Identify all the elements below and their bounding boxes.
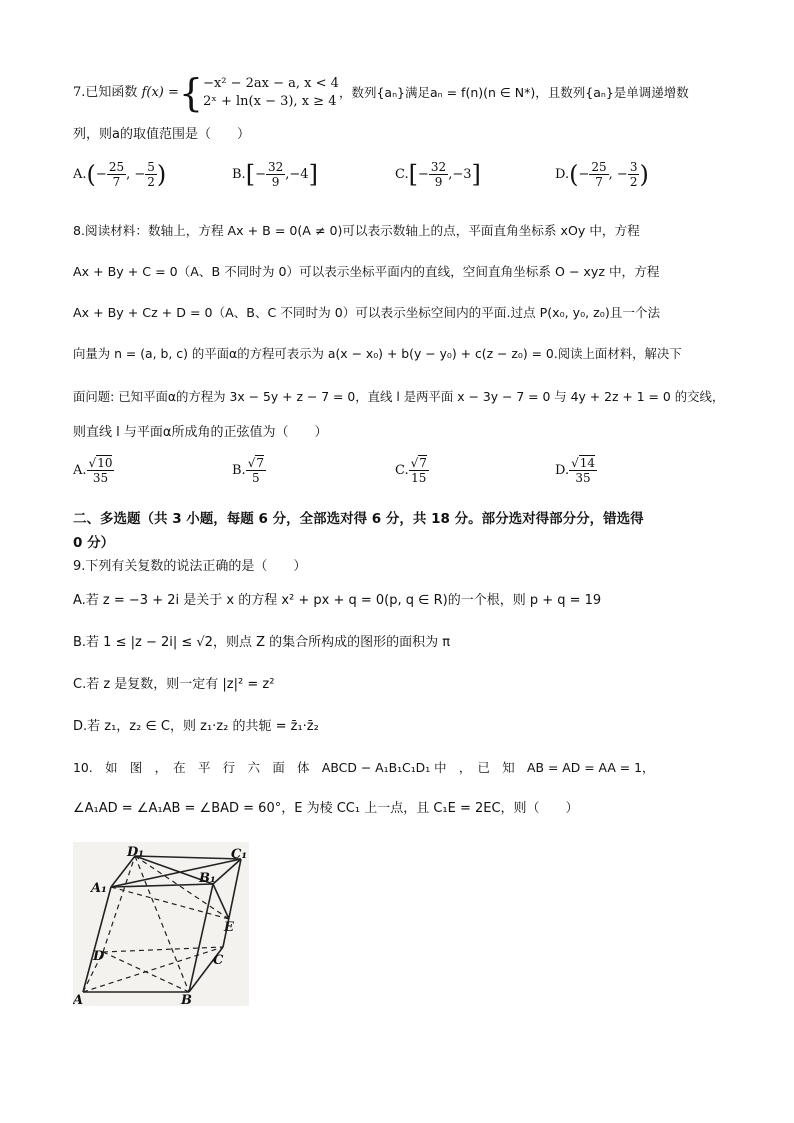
q7-b-frac1: $\frac{32}{9}$	[267, 160, 284, 189]
q7-lead: 已知函数	[85, 85, 138, 100]
label-a1: A₁	[91, 881, 107, 896]
q8-line6: 则直线 l 与平面α所成角的正弦值为（ ）	[73, 425, 328, 440]
q7-line1	[73, 71, 689, 115]
label-e: E	[224, 920, 234, 935]
q9-option-b[interactable]: B.若 1 ≤ |z − 2i| ≤ √2，则点 Z 的集合所构成的图形的面积为 π	[73, 635, 451, 650]
q10-line2: ∠A₁AD = ∠A₁AB = ∠BAD = 60°，E 为棱 CC₁ 上一点，且 C₁E = 2EC，则（ ）	[73, 801, 579, 816]
parallelepiped-figure	[73, 842, 249, 1006]
q7-brace: {	[178, 71, 204, 115]
q9-stem: 9.下列有关复数的说法正确的是（ ）	[73, 559, 307, 574]
q7-case1: −x² − 2ax − a, x < 4	[203, 76, 339, 91]
q7-d-frac1: $\frac{25}{7}$	[591, 160, 607, 189]
q7-option-d[interactable]: D.(− $\frac{25}{7}$ , − $\frac{3}{2}$ )	[555, 160, 649, 189]
q7-mid: ，数列{aₙ}满足aₙ = f(n)(n ∈ N*)，且数列{aₙ}是单调递增数	[338, 85, 689, 100]
q8-option-d[interactable]: D. $\frac{√14}{35}$	[555, 456, 596, 485]
label-c1: C₁	[231, 847, 248, 862]
q7-c-frac1: $\frac{32}{9}$	[430, 160, 447, 189]
q7-cases	[203, 75, 339, 111]
label-d1: D₁	[127, 845, 144, 860]
parallelepiped-diagram	[73, 842, 249, 1006]
q7-case2: 2ˣ + ln(x − 3), x ≥ 4	[203, 94, 337, 109]
q7-line2: 列，则a的取值范围是（ ）	[73, 127, 250, 142]
section2-heading: 二、多选题（共 3 小题，每题 6 分，全部选对得 6 分，共 18 分。部分选对得部分分，错选得	[73, 511, 644, 527]
label-a: A	[73, 993, 84, 1006]
q7-a-frac2: $\frac{5}{2}$	[147, 160, 155, 189]
q7-option-b[interactable]: B.[− $\frac{32}{9}$ ,−4]	[232, 160, 318, 189]
q7-number: 7.	[73, 85, 86, 100]
q9-option-d[interactable]: D.若 z₁，z₂ ∈ C，则 z₁·z₂ 的共轭 = z̄₁·z̄₂	[73, 719, 319, 734]
q7-a-frac1: $\frac{25}{7}$	[108, 160, 125, 189]
q8-line1: 8.阅读材料：数轴上，方程 Ax + B = 0(A ≠ 0)可以表示数轴上的点，平面直角坐标系 xOy 中，方程	[73, 223, 640, 238]
label-d: D	[93, 949, 105, 964]
q7-option-a[interactable]: A.(− $\frac{25}{7}$ , − $\frac{5}{2}$ )	[73, 160, 167, 189]
q8-line4: 向量为 n = (a, b, c) 的平面α的方程可表示为 a(x − x₀) + b(y − y₀) + c(z − z₀) = 0.阅读上面材料，解决下	[73, 346, 682, 361]
q8-option-a[interactable]: A. $\frac{√10}{35}$	[73, 456, 113, 485]
q9-option-c[interactable]: C.若 z 是复数，则一定有 |z|² = z²	[73, 677, 275, 692]
label-b: B	[181, 993, 192, 1006]
q8-line5: 面问题: 已知平面α的方程为 3x − 5y + z − 7 = 0，直线 l 是两平面 x − 3y − 7 = 0 与 4y + 2z + 1 = 0 的交线，	[73, 389, 725, 404]
q8-line3: Ax + By + Cz + D = 0（A、B、C 不同时为 0）可以表示坐标空间内的平面.过点 P(x₀, y₀, z₀)且一个法	[73, 305, 661, 320]
q8-option-b[interactable]: B. $\frac{√7}{5}$	[232, 456, 264, 485]
label-b1: B₁	[199, 871, 216, 886]
edge-dc	[103, 947, 223, 952]
section2-heading-cont: 0 分）	[73, 535, 115, 551]
q7-d-frac2: $\frac{3}{2}$	[629, 160, 638, 189]
edge-d1c1	[135, 856, 241, 859]
q9-option-a[interactable]: A.若 z = −3 + 2i 是关于 x 的方程 x² + px + q = 0(p, q ∈ R)的一个根，则 p + q = 19	[73, 593, 602, 608]
q8-option-c[interactable]: C. $\frac{√7}{15}$	[395, 456, 427, 485]
q7-func: f(x) =	[141, 85, 179, 100]
q7-option-c[interactable]: C.[− $\frac{32}{9}$ ,−3]	[395, 160, 481, 189]
edge-dd1	[103, 856, 135, 952]
q10-line1: 10. 如 图 ， 在 平 行 六 面 体 ABCD − A₁B₁C₁D₁ 中 ， 已 知 AB = AD = AA = 1，	[73, 760, 655, 775]
q8-line2: Ax + By + C = 0（A、B 不同时为 0）可以表示坐标平面内的直线，空间直角坐标系 O − xyz 中，方程	[73, 264, 660, 279]
label-c: C	[213, 953, 224, 968]
